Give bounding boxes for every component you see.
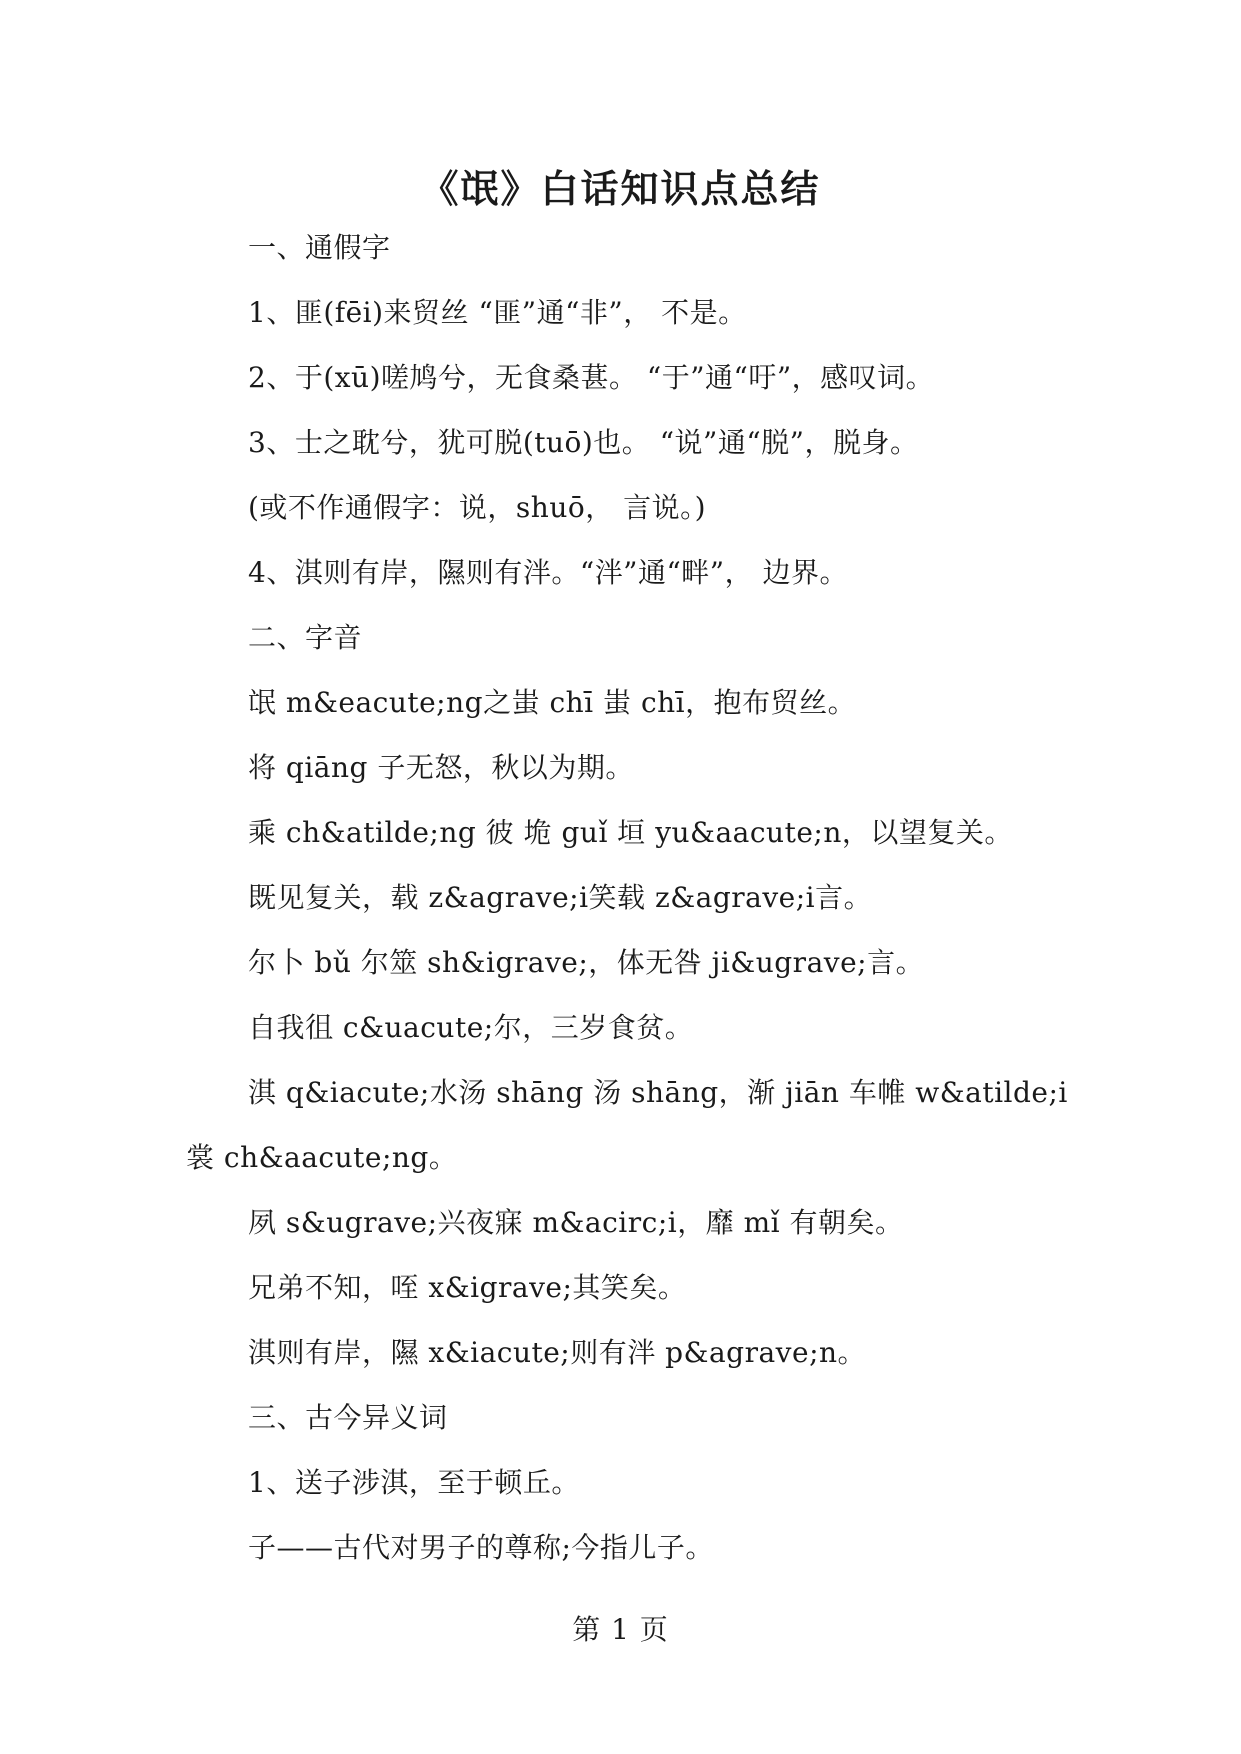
text-line: 既见复关，载 z&agrave;i笑载 z&agrave;i言。 xyxy=(248,881,873,914)
section-heading-ziyin: 二、字音 xyxy=(248,621,363,654)
text-line: 2、于(xū)嗟鸠兮，无食桑葚。 “于”通“吁”，感叹词。 xyxy=(248,361,935,394)
text-line: 淇则有岸，隰 x&iacute;则有泮 p&agrave;n。 xyxy=(248,1336,867,1369)
text-line: 氓 m&eacute;ng之蚩 chī 蚩 chī，抱布贸丝。 xyxy=(248,686,857,719)
text-line: 乘 ch&atilde;ng 彼 垝 guǐ 垣 yu&aacute;n，以望复关。 xyxy=(248,816,1013,849)
text-line: 自我徂 c&uacute;尔，三岁食贫。 xyxy=(248,1011,694,1044)
text-line: 3、士之耽兮，犹可脱(tuō)也。 “说”通“脱”，脱身。 xyxy=(248,426,919,459)
text-line: 1、送子涉淇，至于顿丘。 xyxy=(248,1466,580,1499)
text-line: 夙 s&ugrave;兴夜寐 m&acirc;i，靡 mǐ 有朝矣。 xyxy=(248,1206,904,1239)
section-heading-tongjiazi: 一、通假字 xyxy=(248,231,391,264)
text-line: 尔卜 bǔ 尔筮 sh&igrave;，体无咎 ji&ugrave;言。 xyxy=(248,946,925,979)
text-line: 兄弟不知，咥 x&igrave;其笑矣。 xyxy=(248,1271,687,1304)
section-heading-gujinyiyi: 三、古今异义词 xyxy=(248,1401,448,1434)
text-line: 将 qiāng 子无怒，秋以为期。 xyxy=(248,751,634,784)
text-line: 子——古代对男子的尊称;今指儿子。 xyxy=(248,1531,714,1564)
page-title: 《氓》白话知识点总结 xyxy=(420,166,821,211)
text-line: 1、匪(fēi)来贸丝 “匪”通“非”， 不是。 xyxy=(248,296,747,329)
text-line: 淇 q&iacute;水汤 shāng 汤 shāng，渐 jiān 车帷 w&atilde;i xyxy=(248,1076,1068,1109)
page-number: 第 1 页 xyxy=(572,1613,669,1646)
text-line: (或不作通假字：说，shuō， 言说。) xyxy=(248,491,707,524)
text-line: 4、淇则有岸，隰则有泮。“泮”通“畔”， 边界。 xyxy=(248,556,848,589)
document-body xyxy=(186,222,1086,1587)
text-line-continuation: 裳 ch&aacute;ng。 xyxy=(186,1141,458,1174)
